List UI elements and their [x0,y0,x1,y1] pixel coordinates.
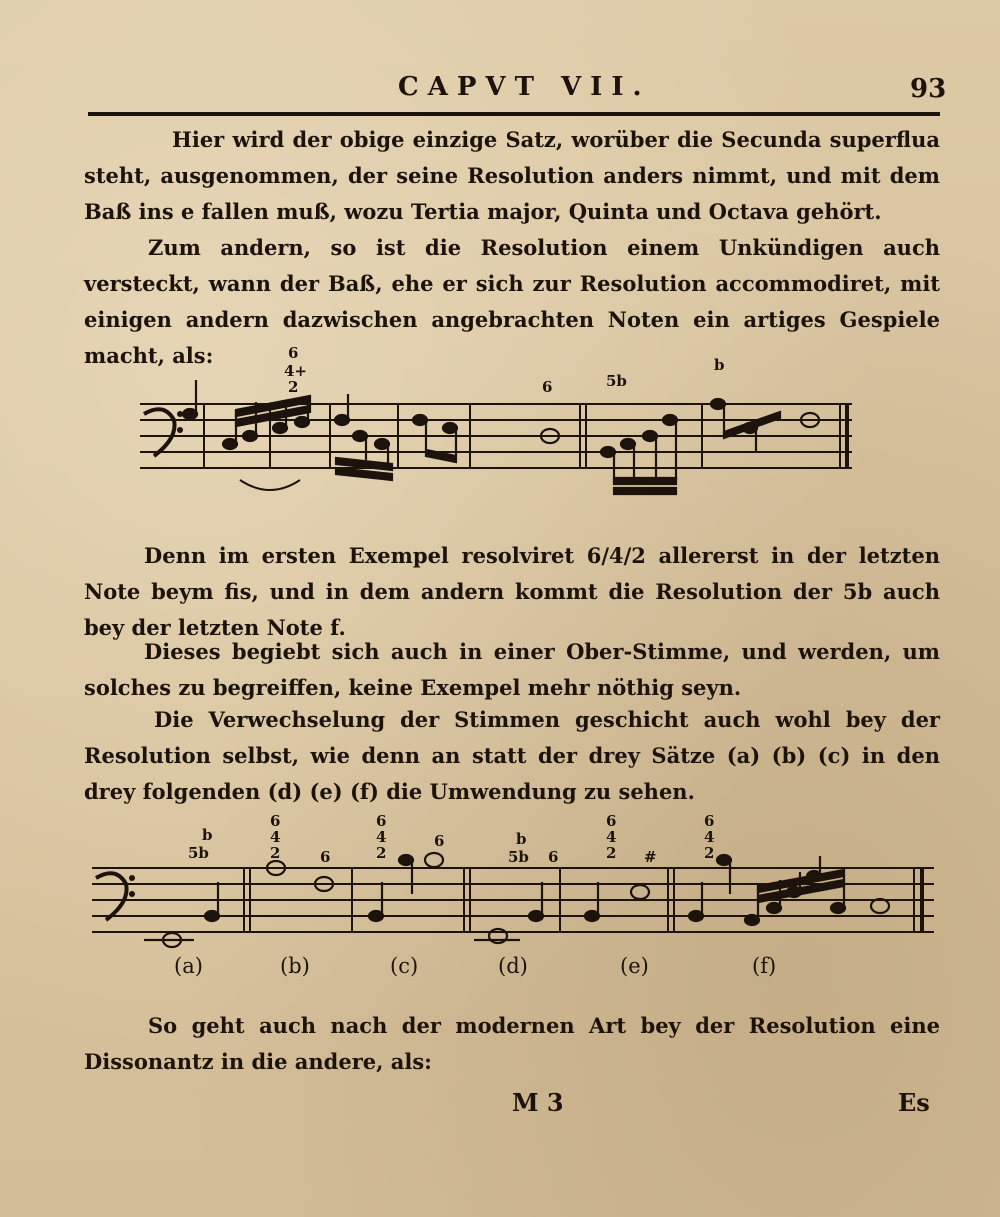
catchword: Es [898,1088,930,1117]
example-label-e: (e) [620,954,649,978]
figure: 5b [508,848,529,866]
figure: 5b [188,844,209,862]
tie-icon [240,480,300,490]
figure: b [516,830,527,848]
figure-4-plus: 4+ [284,362,308,380]
figure: 4 [376,828,387,846]
figure-5b: 5b [606,372,627,390]
paragraph-6: So geht auch nach der modernen Art bey der Resolution eine Dissonantz in die andere, als: [84,1013,940,1074]
example-label-a: (a) [174,954,203,978]
figure: 6 [270,812,281,830]
figure: 6 [376,812,387,830]
figure: 4 [270,828,281,846]
chapter-title: CAPVT VII. [398,72,651,102]
page-footer [0,1088,1000,1128]
page-number: 93 [910,74,947,104]
figure: 4 [606,828,617,846]
example-label-c: (c) [390,954,419,978]
figure: 6 [320,848,331,866]
signature-mark: M 3 [512,1088,564,1117]
music-example-2 [84,810,944,990]
figure: 6 [548,848,559,866]
figure-2: 2 [288,378,299,396]
staff-2-svg [84,810,944,960]
figure: 6 [434,832,445,850]
music-example-1 [130,340,860,510]
figure: 6 [704,812,715,830]
staff-1-svg [130,340,860,510]
running-header [0,72,1000,102]
figure-6b: 6 [542,378,553,396]
paragraph-1: Hier wird der obige einzige Satz, worüber die Secunda superflua steht, ausgenommen, der seine Resolution anders nimmt, und mit dem Baß ins e fallen muß, wozu Tertia major, Quinta und Octava gehört. [84,127,940,224]
figure: 4 [704,828,715,846]
header-rule [88,112,940,116]
example-label-b: (b) [280,954,310,978]
example-label-d: (d) [498,954,528,978]
figure: 2 [376,844,387,862]
paragraph-3: Denn im ersten Exempel resolviret 6/4/2 allererst in der letzten Note beym fis, und in dem andern kommt die Resolution der 5b auch bey der letzten Note f. [84,543,940,640]
figure: 2 [270,844,281,862]
paragraph-5: Die Verwechselung der Stimmen geschicht auch wohl bey der Resolution selbst, wie denn an statt der drey Sätze (a) (b) (c) in den drey folgenden (d) (e) (f) die Umwendung zu sehen. [84,707,940,804]
figure-flat: b [714,356,725,374]
figure: # [644,848,657,866]
paragraph-4: Dieses begiebt sich auch in einer Ober-Stimme, und werden, um solches zu begreiffen, keine Exempel mehr nöthig seyn. [84,639,940,700]
figure: b [202,826,213,844]
example-label-f: (f) [752,954,777,978]
figure: 6 [606,812,617,830]
bass-clef-icon [144,409,183,456]
paragraph-2: Zum andern, so ist die Resolution einem Unkündigen auch versteckt, wann der Baß, ehe er sich zur Resolution accommodiret, mit einigen andern dazwischen angebrachten Noten ein artiges Gespiele macht, als: [84,235,940,368]
figure: 2 [704,844,715,862]
bass-clef-icon [96,873,135,920]
figure: 2 [606,844,617,862]
figure-6: 6 [288,344,299,362]
